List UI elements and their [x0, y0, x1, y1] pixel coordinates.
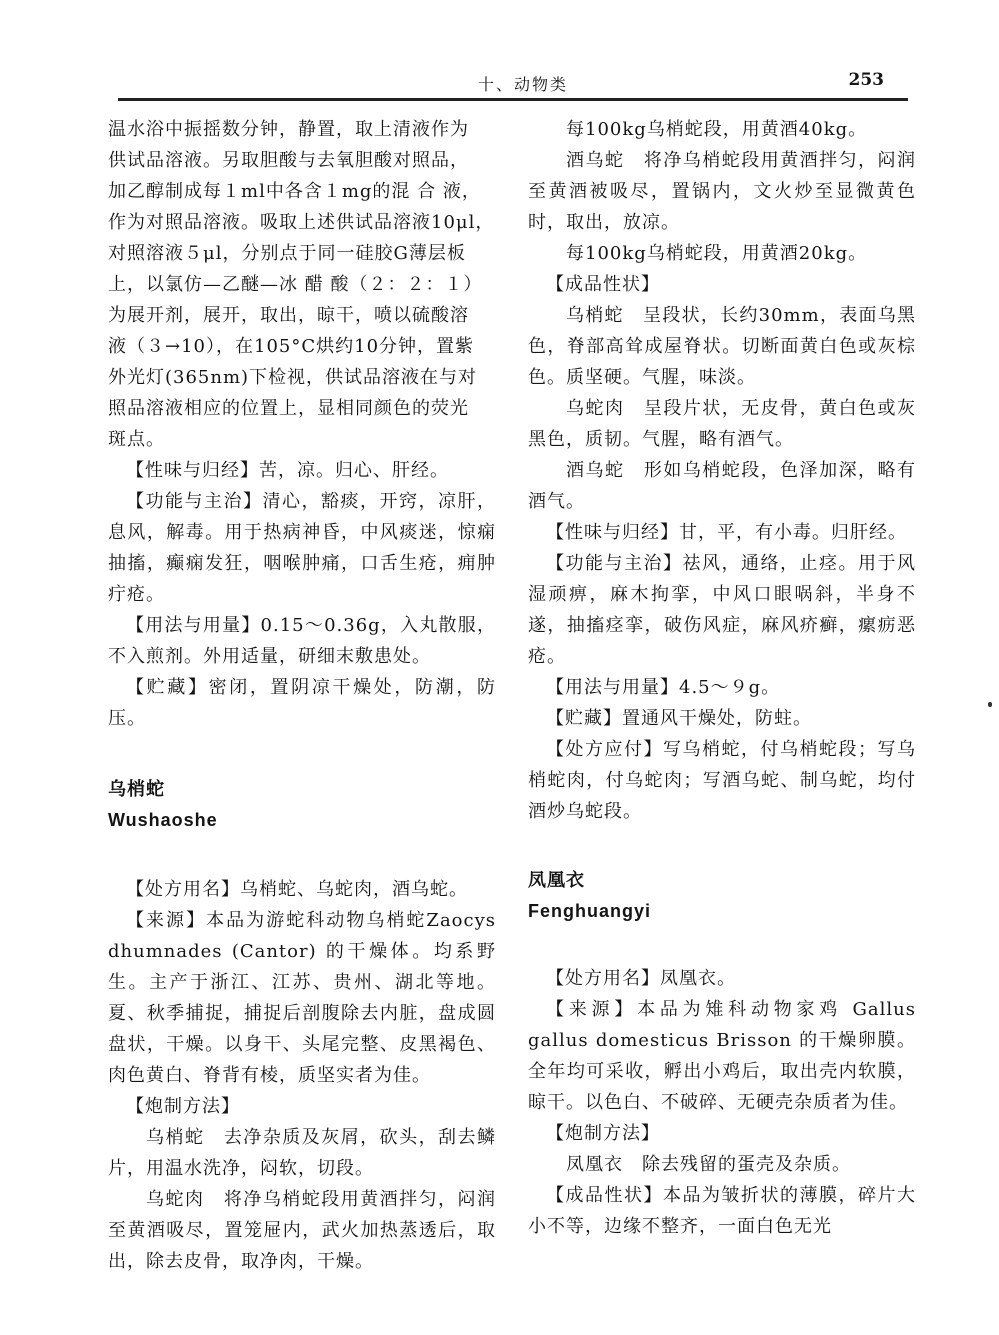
section-title-fenghuangyi: 凤凰衣: [528, 870, 585, 891]
yongfa-paragraph: 【用法与用量】4.5～９g。: [546, 677, 781, 698]
paragraph-line: 液（３→10），在105°C烘约10分钟，置紫: [108, 336, 475, 357]
paragraph-line: 外光灯(365nm)下检视，供试品溶液在与对: [108, 367, 478, 388]
dosage-note: 每100kg乌梢蛇段，用黄酒40kg。: [566, 119, 868, 140]
paozhi-item: 酒乌蛇 将净乌梢蛇段用黄酒拌匀，闷润至黄酒被吸尽，置锅内，文火炒至显微黄色时，取出，放凉。: [528, 150, 916, 233]
chengpin-item: 酒乌蛇 形如乌梢蛇段，色泽加深，略有酒气。: [528, 460, 916, 512]
paragraph-line: 对照溶液５μl，分别点于同一硅胶G薄层板: [108, 243, 466, 264]
dosage-note: 每100kg乌梢蛇段，用黄酒20kg。: [566, 243, 868, 264]
chengpin-heading: 【成品性状】: [546, 274, 660, 295]
paragraph-line: 作为对照品溶液。吸取上述供试品溶液10μl，: [108, 212, 495, 233]
paozhi-item: 乌蛇肉 将净乌梢蛇段用黄酒拌匀，闷润至黄酒吸尽，置笼屉内，武火加热蒸透后，取出，除去皮骨，取净肉，干燥。: [108, 1189, 496, 1272]
chufang-yongming-paragraph: 【处方用名】凤凰衣。: [546, 968, 736, 989]
page-header: [118, 68, 908, 98]
page-number: 253: [848, 70, 884, 90]
gongneng-paragraph: 【功能与主治】祛风，通络，止痉。用于风湿顽痹，麻木拘挛，中风口眼㖞斜，半身不遂，抽搐痉挛，破伤风症，麻风疥癣，瘰疬恶疮。: [528, 553, 916, 667]
paragraph-line: 供试品溶液。另取胆酸与去氧胆酸对照品，: [108, 150, 469, 171]
scan-speck: [988, 702, 992, 707]
paozhi-heading: 【炮制方法】: [126, 1096, 240, 1117]
paragraph-line: 温水浴中振摇数分钟，静置，取上清液作为: [108, 119, 469, 140]
paragraph-line: 斑点。: [108, 429, 165, 450]
paozhi-heading: 【炮制方法】: [546, 1123, 660, 1144]
paragraph-line: 上，以氯仿—乙醚—冰 醋 酸（２：２：１）: [108, 274, 483, 295]
chengpin-paragraph: 【成品性状】本品为皱折状的薄膜，碎片大小不等，边缘不整齐，一面白色无光: [528, 1185, 916, 1237]
chufang-yingfu-paragraph: 【处方应付】写乌梢蛇，付乌梢蛇段；写乌梢蛇肉，付乌蛇肉；写酒乌蛇、制乌蛇，均付酒炒乌蛇段。: [528, 739, 916, 822]
paozhi-item: 凤凰衣 除去残留的蛋壳及杂质。: [566, 1154, 851, 1175]
paozhi-item: 乌梢蛇 去净杂质及灰屑，砍头，刮去鳞片，用温水洗净，闷软，切段。: [108, 1127, 496, 1179]
chufang-yongming-paragraph: 【处方用名】乌梢蛇、乌蛇肉，酒乌蛇。: [126, 879, 468, 900]
paragraph-line: 为展开剂，展开，取出，晾干，喷以硫酸溶: [108, 305, 469, 326]
zhucang-paragraph: 【贮藏】置通风干燥处，防蛀。: [546, 708, 812, 729]
paragraph-line: 照品溶液相应的位置上，显相同颜色的荧光: [108, 398, 469, 419]
zhucang-paragraph: 【贮藏】密闭，置阴凉干燥处，防潮，防压。: [108, 677, 496, 729]
paragraph-line: 加乙醇制成每１ml中各含１mg的混 合 液，: [108, 181, 481, 202]
section-pinyin-fenghuangyi: Fenghuangyi: [528, 901, 651, 921]
xingwei-paragraph: 【性味与归经】苦，凉。归心、肝经。: [126, 460, 449, 481]
yongfa-paragraph: 【用法与用量】0.15～0.36g，入丸散服，不入煎剂。外用适量，研细末敷患处。: [108, 615, 496, 667]
section-pinyin-wushaoshe: Wushaoshe: [108, 810, 218, 830]
chengpin-item: 乌梢蛇 呈段状，长约30mm，表面乌黑色，脊部高耸成屋脊状。切断面黄白色或灰棕色。质坚硬。气腥，味淡。: [528, 305, 916, 388]
laiyuan-paragraph: 【来源】本品为游蛇科动物乌梢蛇Zaocys dhumnades (Cantor) 的干燥体。均系野生。主产于浙江、江苏、贵州、湖北等地。夏、秋季捕捉，捕捉后剖腹除去内脏，盘成圆盘状，干燥。以身干、头尾完整、皮黑褐色、肉色黄白、脊背有棱，质坚实者为佳。: [108, 910, 496, 1086]
running-header-title: 十、动物类: [478, 75, 569, 94]
chengpin-item: 乌蛇肉 呈段片状，无皮骨，黄白色或灰黑色，质韧。气腥，略有酒气。: [528, 398, 916, 450]
section-title-wushaoshe: 乌梢蛇: [108, 779, 165, 800]
gongneng-paragraph: 【功能与主治】清心，豁痰，开窍，凉肝，息风，解毒。用于热病神昏，中风痰迷，惊痫抽搐，癫痫发狂，咽喉肿痛，口舌生疮，痈肿疔疮。: [108, 491, 496, 605]
left-column: [108, 114, 496, 1277]
laiyuan-paragraph: 【来源】本品为雉科动物家鸡 Gallus gallus domesticus Brisson 的干燥卵膜。全年均可采收，孵出小鸡后，取出壳内软膜，晾干。以色白、不破碎、无硬壳杂质者为佳。: [528, 999, 916, 1113]
header-rule: [118, 98, 908, 101]
xingwei-paragraph: 【性味与归经】甘，平，有小毒。归肝经。: [546, 522, 907, 543]
right-column: [528, 114, 916, 1242]
